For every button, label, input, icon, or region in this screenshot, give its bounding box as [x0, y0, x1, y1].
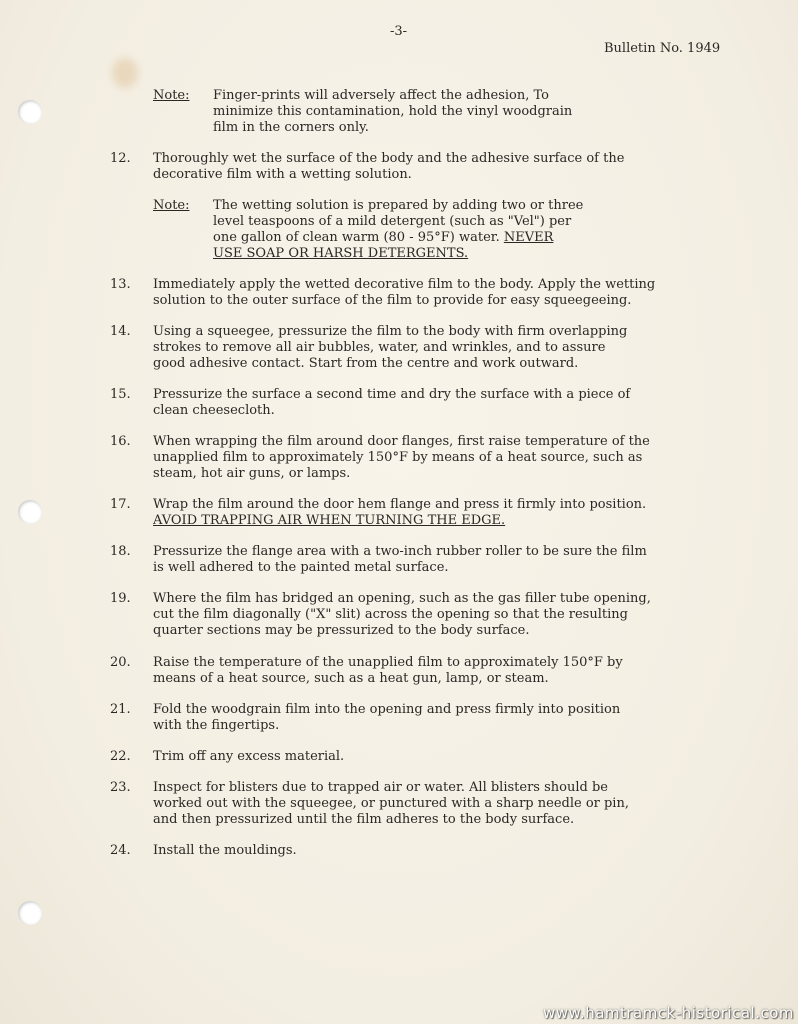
- step-emphasis: AVOID TRAPPING AIR WHEN TURNING THE EDGE.: [153, 513, 506, 528]
- step-number: 12.: [110, 151, 131, 166]
- step-text: Immediately apply the wetted decorative film to the body. Apply the wetting solution to the outer surface of the film to provide for easy squeegeeing.: [153, 277, 656, 308]
- paper-stain: [112, 58, 138, 88]
- step-text: Inspect for blisters due to trapped air or water. All blisters should be worked out with the squeegee, or punctured with a sharp needle or pin, and then pressurized until the film adheres to the body surface.: [153, 780, 629, 827]
- note-label: Note:: [153, 198, 190, 213]
- step-number: 15.: [110, 387, 131, 402]
- step-number: 24.: [110, 843, 131, 858]
- step-number: 23.: [110, 780, 131, 795]
- step-number: 16.: [110, 434, 131, 449]
- page-number: -3-: [390, 24, 408, 39]
- note-text: Finger-prints will adversely affect the adhesion, To minimize this contamination, hold the vinyl woodgrain film in the corners only.: [213, 88, 573, 135]
- step-text: Pressurize the surface a second time and dry the surface with a piece of clean cheesecloth.: [153, 387, 631, 418]
- step-text: Raise the temperature of the unapplied film to approximately 150°F by means of a heat source, such as a heat gun, lamp, or steam.: [153, 655, 623, 686]
- step-text: [153, 497, 763, 529]
- step-text: Install the mouldings.: [153, 843, 297, 858]
- step-text: Where the film has bridged an opening, such as the gas filler tube opening, cut the film diagonally ("X" slit) across the opening so that the resulting quarter sections may be pressurized to the body surface.: [153, 591, 651, 638]
- bulletin-number: Bulletin No. 1949: [604, 41, 721, 56]
- punch-hole-middle: [18, 500, 42, 524]
- step-number: 18.: [110, 544, 131, 559]
- step-text: Thoroughly wet the surface of the body and the adhesive surface of the decorative film with a wetting solution.: [153, 151, 625, 182]
- step-text: Using a squeegee, pressurize the film to the body with firm overlapping strokes to remove all air bubbles, water, and wrinkles, and to assure good adhesive contact. Start from the centre and work outward.: [153, 324, 628, 371]
- step-number: 13.: [110, 277, 131, 292]
- punch-hole-top: [18, 100, 42, 124]
- site-watermark: www.hamtramck-historical.com: [543, 1004, 794, 1022]
- step-text: Fold the woodgrain film into the opening and press firmly into position with the fingertips.: [153, 702, 621, 733]
- note-body: The wetting solution is prepared by adding two or three level teaspoons of a mild detergent (such as "Vel") per one gallon of clean warm (80 - 95°F) water.: [213, 198, 584, 245]
- punch-hole-bottom: [18, 901, 42, 925]
- note-emphasis-never: NEVER: [503, 230, 554, 245]
- step-text-main: Wrap the film around the door hem flange and press it firmly into position.: [153, 497, 647, 512]
- step-number: 17.: [110, 497, 131, 512]
- step-text: When wrapping the film around door flanges, first raise temperature of the unapplied film to approximately 150°F by means of a heat source, such as steam, hot air guns, or lamps.: [153, 434, 650, 481]
- step-number: 22.: [110, 749, 131, 764]
- step-number: 21.: [110, 702, 131, 717]
- step-number: 20.: [110, 655, 131, 670]
- note-label: Note:: [153, 88, 190, 103]
- step-text: Trim off any excess material.: [153, 749, 345, 764]
- step-number: 14.: [110, 324, 131, 339]
- note-emphasis-soap: USE SOAP OR HARSH DETERGENTS.: [213, 246, 469, 261]
- step-number: 19.: [110, 591, 131, 606]
- step-text: Pressurize the flange area with a two-inch rubber roller to be sure the film is well adhered to the painted metal surface.: [153, 544, 647, 575]
- note-text: [213, 198, 653, 262]
